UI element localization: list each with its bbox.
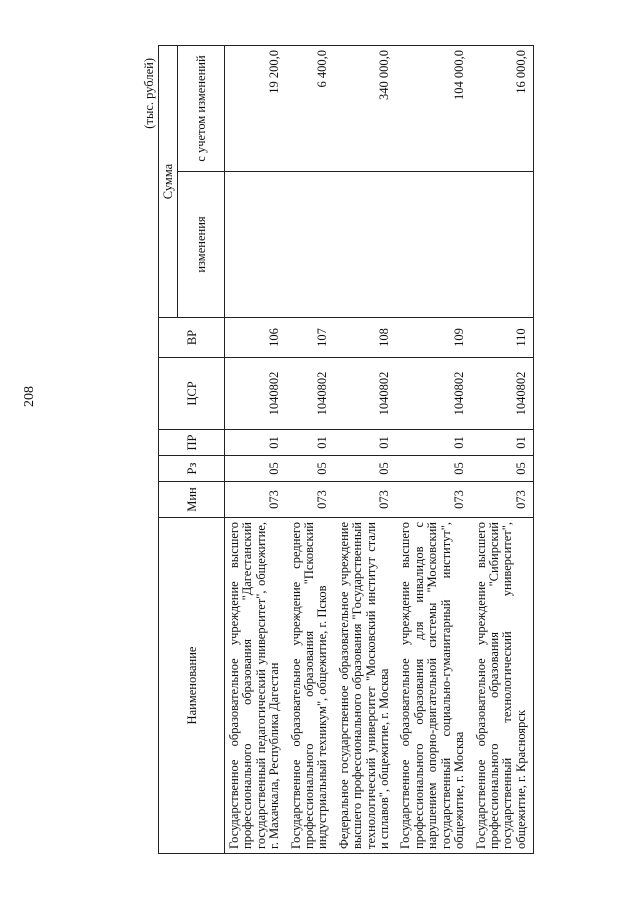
table-row: [472, 46, 534, 854]
row-name: Федеральное государственное образовательное учреждение высшего профессионального образования "Государственный технологический университет "Московский институт стали и сплавов", общежитие, г. Москва: [335, 518, 397, 854]
header-name: Наименование: [159, 518, 225, 854]
row-total: 6 400,0: [287, 46, 335, 172]
row-csr: 1040802: [396, 358, 471, 430]
row-min: 073: [472, 482, 534, 518]
row-min: 073: [335, 482, 397, 518]
row-csr: 1040802: [472, 358, 534, 430]
table-row: [225, 46, 287, 854]
header-sum: Сумма: [159, 46, 178, 318]
row-pr: 01: [225, 430, 287, 456]
units-label: (тыс. рублей): [142, 58, 156, 129]
row-total: 104 000,0: [396, 46, 471, 172]
row-min: 073: [396, 482, 471, 518]
row-pr: 01: [472, 430, 534, 456]
row-pr: 01: [287, 430, 335, 456]
table-row: [335, 46, 397, 854]
row-vr: 110: [472, 318, 534, 358]
row-changes: [225, 172, 287, 318]
header-pr: ПР: [159, 430, 225, 456]
header-changes: изменения: [178, 172, 225, 318]
row-csr: 1040802: [287, 358, 335, 430]
row-name: Государственное образовательное учреждение высшего профессионального образования "Сибирский государственный технологический университет", общежитие, г. Красноярск: [472, 518, 534, 854]
rotated-page-content: [140, 46, 595, 854]
row-min: 073: [225, 482, 287, 518]
page-number: 208: [22, 386, 37, 407]
row-changes: [472, 172, 534, 318]
row-changes: [335, 172, 397, 318]
row-csr: 1040802: [335, 358, 397, 430]
row-changes: [287, 172, 335, 318]
row-vr: 106: [225, 318, 287, 358]
row-changes: [396, 172, 471, 318]
header-vr: ВР: [159, 318, 225, 358]
row-name: Государственное образовательное учреждение среднего профессионального образования "Псковский индустриальный техникум", общежитие, г. Псков: [287, 518, 335, 854]
row-vr: 107: [287, 318, 335, 358]
budget-table: [158, 45, 534, 854]
row-rz: 05: [396, 456, 471, 482]
row-name: Государственное образовательное учреждение высшего профессионального образования "Дагестанский государственный педагогический университет", общежитие, г. Махачкала, Республика Дагестан: [225, 518, 287, 854]
row-rz: 05: [472, 456, 534, 482]
row-pr: 01: [396, 430, 471, 456]
row-min: 073: [287, 482, 335, 518]
row-rz: 05: [225, 456, 287, 482]
header-rz: Рз: [159, 456, 225, 482]
row-vr: 108: [335, 318, 397, 358]
row-vr: 109: [396, 318, 471, 358]
row-rz: 05: [287, 456, 335, 482]
row-total: 16 000,0: [472, 46, 534, 172]
row-rz: 05: [335, 456, 397, 482]
row-total: 19 200,0: [225, 46, 287, 172]
row-name: Государственное образовательное учреждение высшего профессионального образования для инвалидов с нарушением опорно-двигательной системы "Московский государственный социально-гуманитарный институт", общежитие, г. Москва: [396, 518, 471, 854]
row-pr: 01: [335, 430, 397, 456]
table-row: [396, 46, 471, 854]
header-csr: ЦСР: [159, 358, 225, 430]
header-with-changes: с учетом изменений: [178, 46, 225, 172]
table-row: [287, 46, 335, 854]
header-min: Мин: [159, 482, 225, 518]
row-csr: 1040802: [225, 358, 287, 430]
row-total: 340 000,0: [335, 46, 397, 172]
